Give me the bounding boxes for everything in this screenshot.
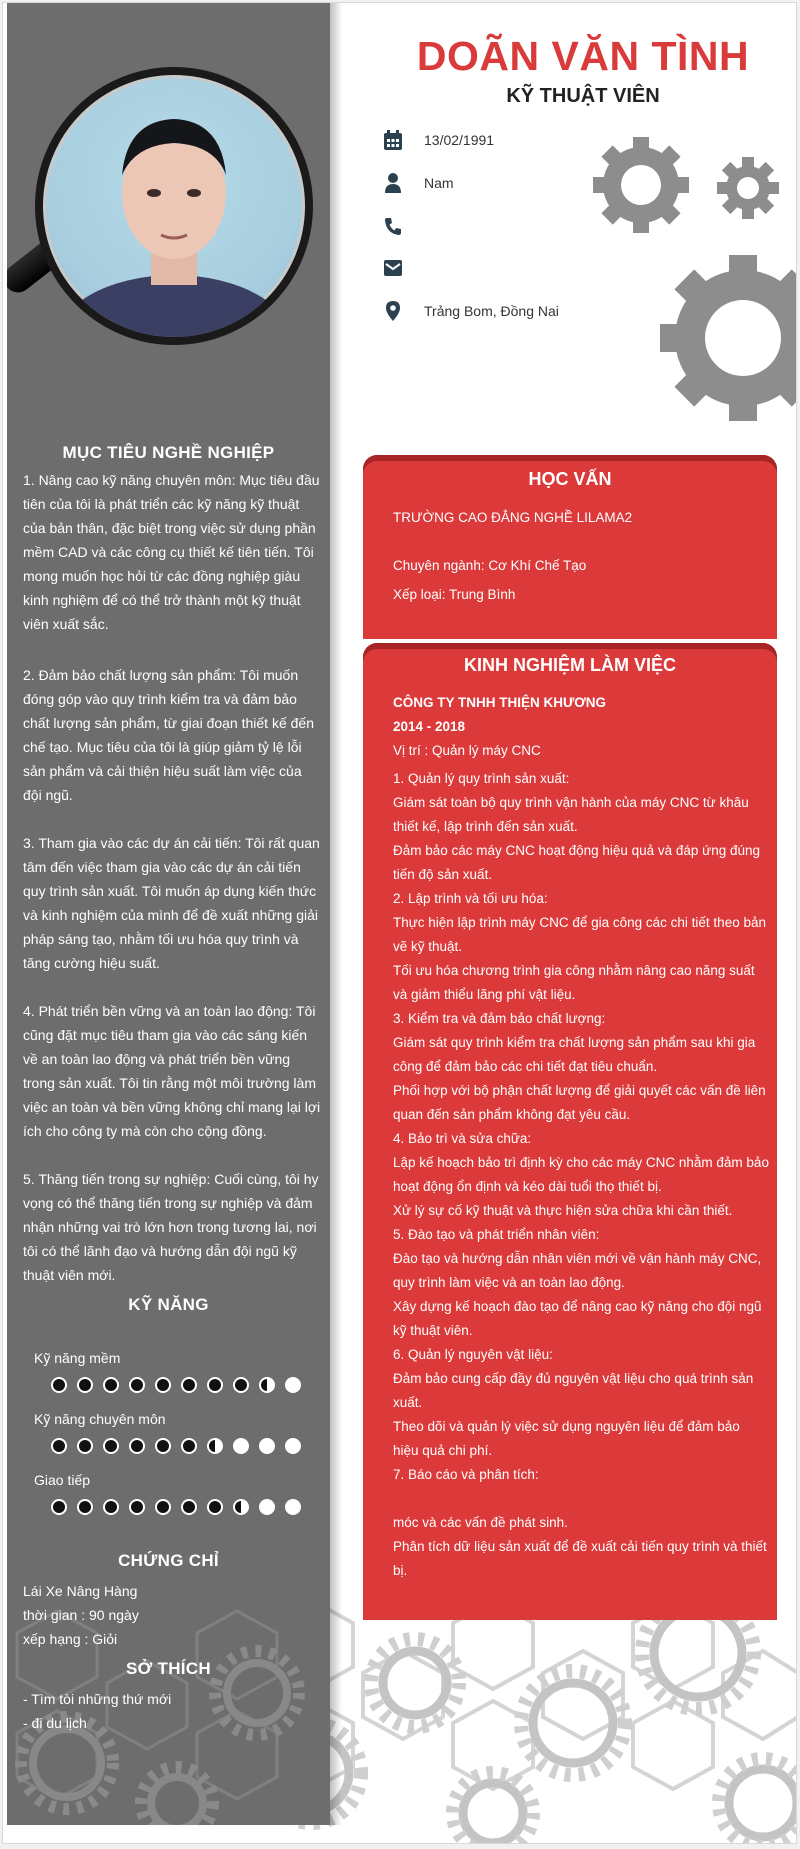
experience-detail-line: 1. Quản lý quy trình sản xuất:: [393, 771, 570, 786]
rating-dot: [233, 1499, 249, 1515]
address-text: Trảng Bom, Đồng Nai: [424, 303, 559, 319]
certificate-line: Lái Xe Nâng Hàng: [23, 1583, 138, 1599]
school-name: TRƯỜNG CAO ĐẲNG NGHỀ LILAMA2: [393, 510, 633, 525]
education-section: [363, 455, 777, 639]
rating-dot: [77, 1499, 93, 1515]
rating-dot: [259, 1438, 275, 1454]
rating-dot: [51, 1438, 67, 1454]
experience-detail-line: 6. Quản lý nguyên vật liệu:: [393, 1347, 553, 1362]
certificate-line: thời gian : 90 ngày: [23, 1607, 139, 1623]
experience-detail-line: Xử lý sự cố kỹ thuật và thực hiện sửa chữa khi cần thiết.: [393, 1203, 733, 1218]
experience-detail-line: Xây dựng kế hoạch đào tạo để nâng cao kỹ năng cho đội ngũ kỹ thuật viên.: [393, 1299, 762, 1338]
experience-detail-line: Theo dõi và quản lý việc sử dụng nguyên liệu để đảm bảo hiệu quả chi phí.: [393, 1419, 740, 1458]
experience-detail-line: Giám sát toàn bộ quy trình vận hành của máy CNC từ khâu thiết kế, lập trình đến sản xuất.: [393, 795, 749, 834]
rating-dot: [51, 1499, 67, 1515]
objective-paragraph-1: 1. Nâng cao kỹ năng chuyên môn: Mục tiêu đầu tiên của tôi là phát triển các kỹ năng kỹ thuật của bản thân, đặc biệt trong việc sử dụng phần mềm CAD và các công cụ thiết kế tiên tiến. Tôi mong muốn học hỏi từ các đồng nghiệp giàu kinh nghiệm để có thể trở thành một kỹ thuật viên xuất sắc.: [23, 472, 320, 632]
certificates-title: CHỨNG CHỈ: [118, 1551, 219, 1570]
rating-dot: [51, 1377, 67, 1393]
rating-dot: [285, 1499, 301, 1515]
rating-dot: [155, 1499, 171, 1515]
hobby-line: - Tìm tòi những thứ mới: [23, 1691, 172, 1707]
experience-detail-line: Thực hiện lập trình máy CNC để gia công các chi tiết theo bản vẽ kỹ thuật.: [393, 915, 766, 954]
experience-detail-line: Đảm bảo các máy CNC hoạt động hiệu quả và đáp ứng đúng tiến độ sản xuất.: [393, 843, 761, 882]
experience-detail-line: Phân tích dữ liệu sản xuất để đề xuất cải tiến quy trình và thiết bị.: [393, 1539, 767, 1578]
rating-dot: [233, 1438, 249, 1454]
experience-detail-line: 5. Đào tạo và phát triển nhân viên:: [393, 1227, 600, 1242]
skills-title: KỸ NĂNG: [128, 1295, 209, 1314]
rating-dot: [181, 1438, 197, 1454]
cv-page: [2, 2, 797, 1844]
rating-dot: [103, 1377, 119, 1393]
rating-dot: [207, 1438, 223, 1454]
rating-dot: [233, 1377, 249, 1393]
education-major: Chuyên ngành: Cơ Khí Chế Tạo: [393, 558, 587, 573]
experience-detail-line: Giám sát quy trình kiểm tra chất lượng sản phẩm sau khi gia công để đảm bảo các chi tiết đạt tiêu chuẩn.: [393, 1035, 756, 1074]
skill-label: Kỹ năng chuyên môn: [34, 1411, 166, 1427]
rating-dot: [285, 1377, 301, 1393]
gears-decoration-top: [583, 113, 797, 423]
rating-dot: [181, 1499, 197, 1515]
hobby-line: - đi du lịch: [23, 1715, 87, 1731]
skill-label: Giao tiếp: [34, 1472, 91, 1488]
certificate-line: xếp hạng : Giỏi: [23, 1631, 118, 1647]
experience-detail-line: 3. Kiểm tra và đảm bảo chất lượng:: [393, 1011, 606, 1026]
objective-paragraph-5: 5. Thăng tiến trong sự nghiệp: Cuối cùng, tôi hy vọng có thể thăng tiến trong sự nghiệp và đảm nhận những vai trò lớn hơn trong tương lai, nơi tôi có thể lãnh đạo và hướng dẫn đội ngũ kỹ thuật viên mới.: [23, 1171, 319, 1283]
rating-dot: [129, 1438, 145, 1454]
rating-dot: [77, 1438, 93, 1454]
experience-section: [363, 643, 777, 1620]
work-period: 2014 - 2018: [393, 719, 466, 734]
sidebar: [7, 3, 330, 1825]
rating-dot: [181, 1377, 197, 1393]
skill-label: Kỹ năng mềm: [34, 1350, 121, 1366]
experience-detail-line: Lập kế hoạch bảo trì định kỳ cho các máy CNC nhằm đảm bảo hoạt động ổn định và kéo dài tuổi thọ thiết bị.: [393, 1155, 769, 1194]
experience-detail-line: Đào tạo và hướng dẫn nhân viên mới về vận hành máy CNC, quy trình làm việc và an toàn lao động.: [393, 1251, 762, 1290]
objective-title: MỤC TIÊU NGHỀ NGHIỆP: [62, 443, 275, 462]
sidebar-shadow: [330, 3, 342, 1825]
experience-detail-line: [393, 1487, 769, 1511]
location-pin-icon: [383, 300, 403, 322]
experience-detail-line: 7. Báo cáo và phân tích:: [393, 1467, 539, 1482]
phone-icon: [383, 215, 403, 237]
rating-dot: [103, 1499, 119, 1515]
rating-dot: [155, 1377, 171, 1393]
rating-dot: [155, 1438, 171, 1454]
envelope-icon: [383, 257, 403, 279]
rating-dot: [77, 1377, 93, 1393]
calendar-icon: [383, 129, 403, 151]
birthday-text: 13/02/1991: [424, 132, 495, 148]
objective-paragraph-2: 2. Đảm bảo chất lượng sản phẩm: Tôi muốn đóng góp vào quy trình kiểm tra và đảm bảo chất lượng sản phẩm, từ giai đoạn thiết kế đến chế tạo. Mục tiêu của tôi là giúp giảm tỷ lệ lỗi sản phẩm và cải thiện hiệu suất làm việc của đội ngũ.: [23, 667, 314, 803]
experience-detail-line: 4. Bảo trì và sửa chữa:: [393, 1131, 532, 1146]
experience-detail-line: móc và các vấn đề phát sinh.: [393, 1515, 568, 1530]
company-name: CÔNG TY TNHH THIỆN KHƯƠNG: [393, 695, 606, 710]
rating-dot: [103, 1438, 119, 1454]
person-icon: [383, 172, 403, 194]
rating-dot: [129, 1377, 145, 1393]
rating-dot: [129, 1499, 145, 1515]
education-title: HỌC VẤN: [528, 469, 612, 489]
candidate-name: DOÃN VĂN TÌNH: [416, 33, 750, 79]
rating-dot: [285, 1438, 301, 1454]
experience-detail-line: Đảm bảo cung cấp đầy đủ nguyên vật liệu cho quá trình sản xuất.: [393, 1371, 754, 1410]
experience-title: KINH NGHIỆM LÀM VIỆC: [463, 655, 676, 675]
objective-paragraph-3: 3. Tham gia vào các dự án cải tiến: Tôi rất quan tâm đến việc tham gia vào các dự án cải tiến quy trình sản xuất. Tôi muốn áp dụng kiến thức và kinh nghiệm của mình để đề xuất những giải pháp sáng tạo, nhằm tối ưu hóa quy trình và tăng cường hiệu suất.: [23, 835, 320, 971]
rating-dot: [259, 1377, 275, 1393]
rating-dot: [207, 1377, 223, 1393]
job-title: KỸ THUẬT VIÊN: [506, 85, 660, 107]
profile-photo: [35, 67, 313, 345]
work-position: Vị trí : Quản lý máy CNC: [393, 743, 541, 758]
gender-text: Nam: [424, 175, 454, 191]
experience-detail-line: Tối ưu hóa chương trình gia công nhằm nâng cao năng suất và giảm thiểu lãng phí vật liệu.: [393, 963, 755, 1002]
hobbies-title: SỞ THÍCH: [126, 1659, 211, 1678]
rating-dot: [259, 1499, 275, 1515]
experience-detail-line: 2. Lập trình và tối ưu hóa:: [393, 891, 548, 906]
education-grade: Xếp loại: Trung Bình: [393, 587, 516, 602]
rating-dot: [207, 1499, 223, 1515]
experience-details: [393, 767, 769, 1583]
objective-paragraph-4: 4. Phát triển bền vững và an toàn lao động: Tôi cũng đặt mục tiêu tham gia vào các sáng kiến về an toàn lao động và phát triển bền vững trong sản xuất. Tôi tin rằng một môi trường làm việc an toàn và bền vững không chỉ mang lại lợi ích cho công ty mà còn cho cộng đồng.: [23, 1003, 321, 1139]
experience-detail-line: Phối hợp với bộ phận chất lượng để giải quyết các vấn đề liên quan đến sản phẩm không đạt yêu cầu.: [393, 1083, 766, 1122]
